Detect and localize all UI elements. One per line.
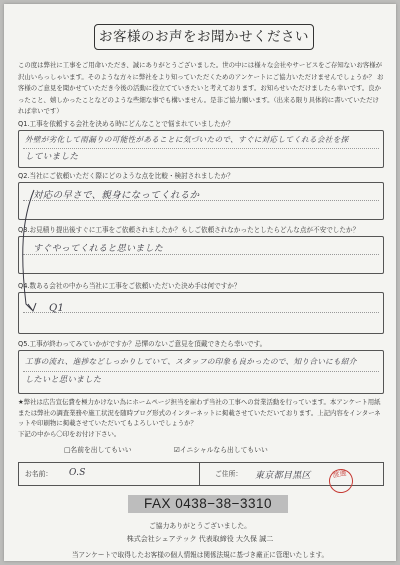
privacy-notice: 当アンケートで取得したお客様の個人情報は関係法規に基づき厳正に管理いたします。 <box>71 551 329 559</box>
answer-1-line-1: 外壁が劣化して雨漏りの可能性があることに気づいたので、すぐに対応してくれる会社を探 <box>25 135 349 144</box>
fax-number: FAX 0438−38−3310 <box>128 495 288 513</box>
survey-title: お客様のお声をお聞かせください <box>94 24 314 50</box>
name-label: お名前： <box>25 470 53 478</box>
address-value[interactable]: 東京都目黒区 <box>255 471 311 481</box>
consent-options <box>64 444 308 454</box>
answer-4-line-1: Q1 <box>49 303 65 314</box>
question-3: Q3.お見積り提出後すぐに工事をご依頼されましたか？もしご依頼されなかったとしたらどんな点が不安でしたか？ <box>18 226 360 234</box>
answer-5-line-2: したいと思いました <box>25 374 102 384</box>
thanks-text: ご協力ありがとうございました。 <box>149 522 251 530</box>
publication-consent-note: ★弊社は広告宣伝費を極力かけない為にホームページ担当を雇わず当社の工事への営業活動を行っています。本アンケート用紙または弊社の調査業務や施工状況を随時ブログ形式のインターネットに掲載させていただいております。上記内容をインターネットや印刷物に掲載させていただいてもよろしいでしょうか？ 下記の中から〇印をお付け下さい。 <box>18 398 381 438</box>
staff-seal-stamp: 渡邊 <box>327 467 355 495</box>
answer-2-line-1: 対応の早さで、親身になってくれるか <box>33 190 200 201</box>
answer-5-line-1: 工事の流れ、進捗などしっかりしていて、スタッフの印象も良かったので、知り合いにも紹介 <box>25 357 357 366</box>
intro-text: この度は弊社に工事をご用命いただき、誠にありがとうございました。世の中には様々な会社やサービスをご存知ないお客様が沢山いらっしゃいます。そのような方々に弊社をより知っていただくためのアンケートにご協力いただけませんでしょうか？ お客様のご意見を聞かせていただき今後の活動に役立てていきたいと考えております。お知らせいただけましたら幸いです。良かったこと、嬉しかったことなどのような些細な事でも構いません。是非ご協力願います。（出来る限り具体的に書いていただければ幸いです） <box>18 61 384 115</box>
survey-sheet <box>4 4 396 561</box>
option-real-name[interactable]: □名前を出してもいい <box>64 446 132 454</box>
question-4: Q4.数ある会社の中から当社に工事をご依頼いただいた決め手は何ですか？ <box>18 282 241 290</box>
answer-3-line-1: すぐやってくれると思いました <box>33 244 164 254</box>
option-initials[interactable]: ☑イニシャルなら出してもいい <box>173 446 268 454</box>
row-divider <box>199 463 200 485</box>
question-1: Q1.工事を依頼する会社を決める時にどんなことで悩まれていましたか？ <box>18 120 234 128</box>
company-signature: 株式会社シェアテック 代表取締役 大久保 誠二 <box>126 535 274 543</box>
address-label: ご住所： <box>215 470 243 478</box>
question-5: Q5.工事が終わってみていかがですか？忌憚のないご意見を頂戴できたら幸いです。 <box>18 340 267 348</box>
question-2: Q2.当社にご依頼いただく際にどのような点を比較・検討されましたか？ <box>18 172 234 180</box>
name-value[interactable]: O.S <box>69 468 86 478</box>
answer-1-line-2: していました <box>25 152 79 162</box>
